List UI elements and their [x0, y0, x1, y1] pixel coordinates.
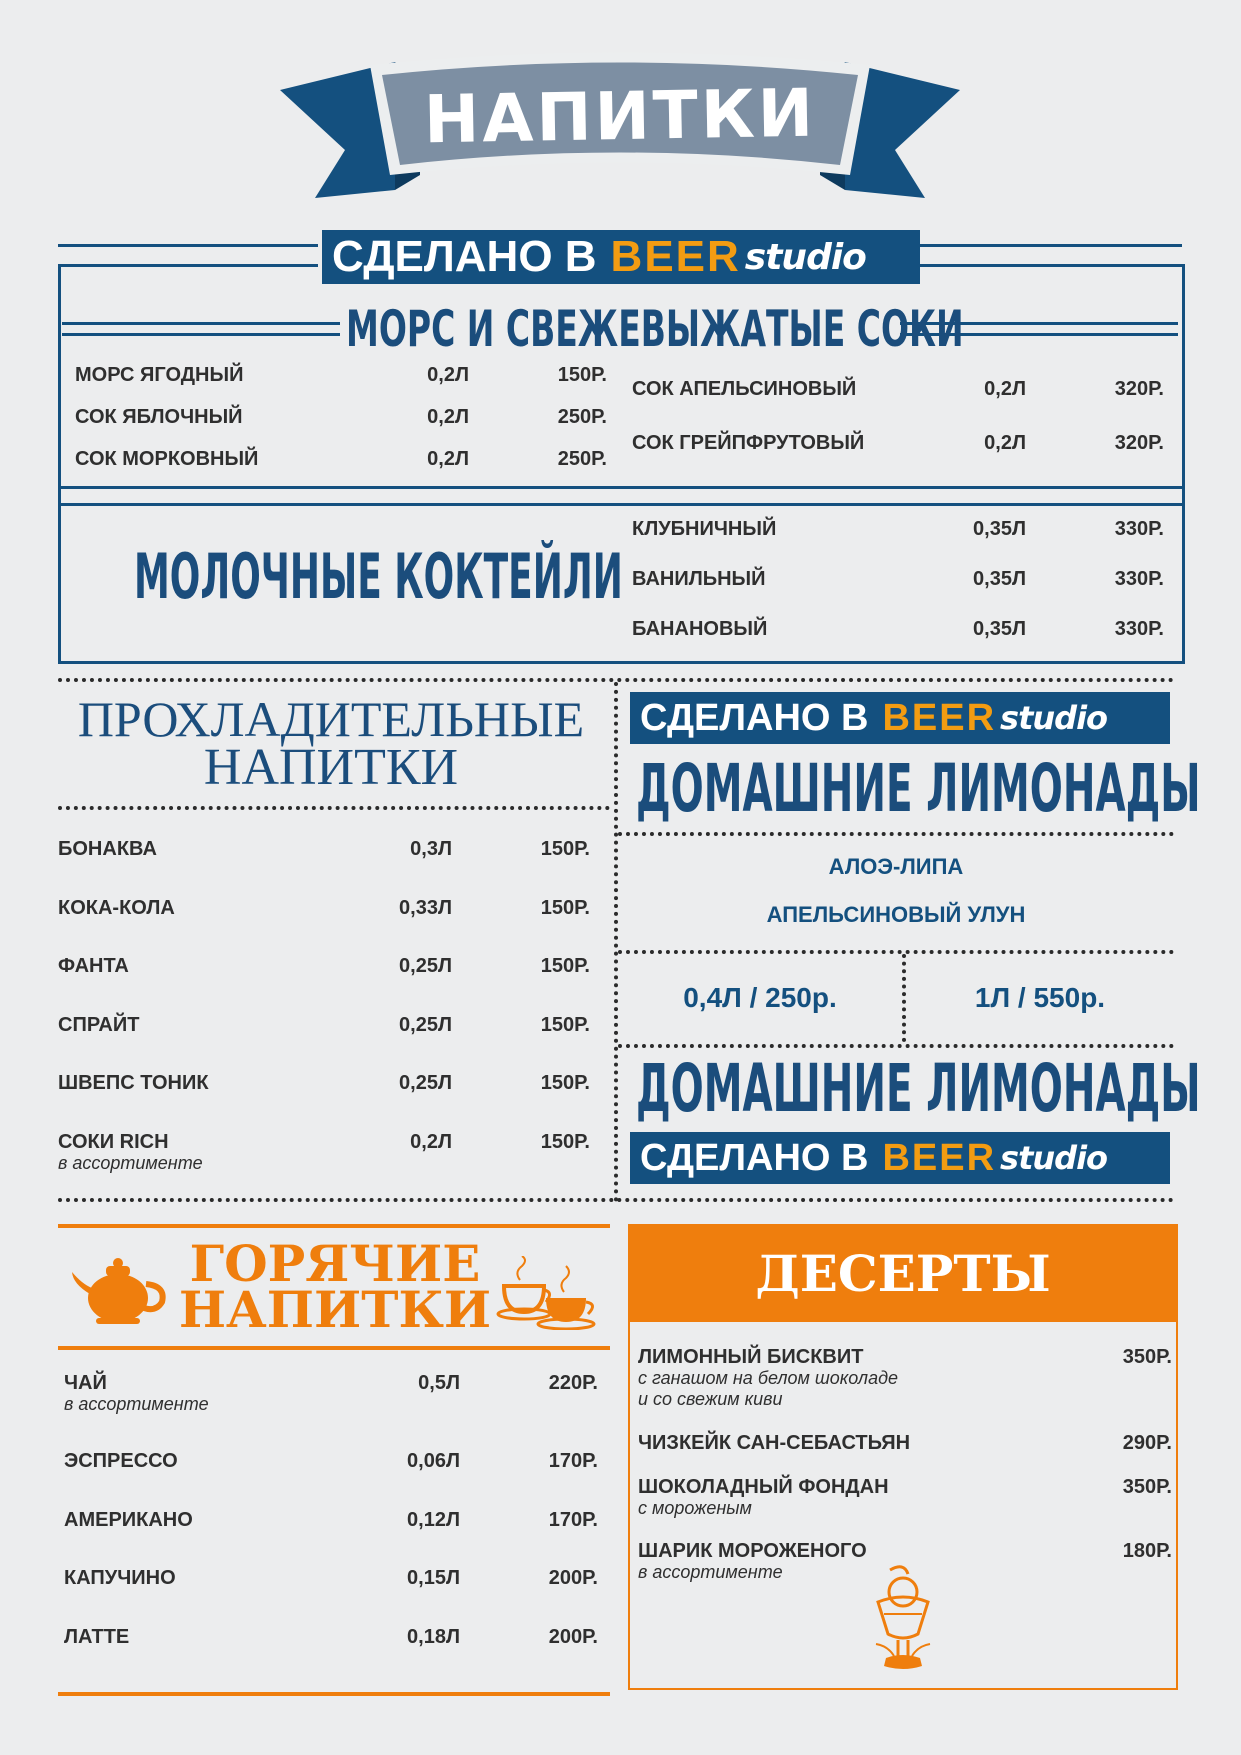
dessert-name: ЧИЗКЕЙК САН-СЕБАСТЬЯН: [638, 1432, 911, 1454]
dessert-note: в ассортименте: [638, 1562, 783, 1582]
item-note: в ассортименте: [58, 1152, 203, 1173]
dotted-line: [618, 950, 1174, 954]
item-name: ФАНТА: [58, 955, 129, 977]
item-name: КАПУЧИНО: [64, 1567, 176, 1589]
item-volume: 0,2Л: [427, 448, 469, 470]
item-name: АМЕРИКАНО: [64, 1508, 193, 1531]
item-name: БАНАНОВЫЙ: [632, 618, 768, 640]
list-item: [64, 1567, 598, 1627]
dessert-price: 290Р.: [1122, 1432, 1172, 1454]
dessert-name: ЛИМОННЫЙ БИСКВИТ: [638, 1346, 864, 1368]
list-item: [632, 378, 1164, 438]
list-item: [64, 1626, 598, 1686]
dessert-note: с мороженым: [638, 1498, 752, 1518]
badge-beer: BEER: [610, 232, 741, 281]
item-price: 170Р.: [548, 1450, 598, 1472]
list-item: [75, 448, 607, 508]
list-item: [58, 897, 590, 957]
hot-mid-line: [58, 1346, 610, 1350]
desserts-heading: ДЕСЕРТЫ: [755, 1244, 1051, 1303]
list-item: [58, 1072, 590, 1132]
hot-heading-1: ГОРЯЧИЕ: [189, 1234, 481, 1293]
dotted-line: [618, 832, 1174, 836]
item-price: 320Р.: [1114, 432, 1164, 454]
hot-heading-2: НАПИТКИ: [178, 1280, 492, 1339]
dessert-name: ШАРИК МОРОЖЕНОГО: [638, 1540, 867, 1562]
dessert-price: 180Р.: [1122, 1540, 1172, 1562]
lemonade-small-price: 0,4Л / 250р.: [683, 982, 837, 1013]
list-item: [632, 432, 1164, 492]
item-volume: 0,2Л: [410, 1130, 452, 1153]
ice-cream-sundae-icon: [868, 1562, 938, 1686]
list-item: [632, 618, 1164, 678]
item-volume: 0,35Л: [973, 618, 1026, 640]
list-item: [64, 1450, 598, 1510]
dotted-line: [58, 806, 610, 810]
item-name: СОКИ RICH: [58, 1130, 169, 1153]
lemonade-flavor-1: АЛОЭ-ЛИПА: [828, 854, 964, 879]
frame-divider-1: [58, 486, 1182, 489]
lemonade-large-price: 1Л / 550р.: [974, 982, 1106, 1013]
badge-studio: studio: [1000, 1139, 1108, 1177]
dessert-price: 350Р.: [1122, 1476, 1172, 1498]
item-price: 330Р.: [1114, 518, 1164, 540]
item-volume: 0,25Л: [399, 1013, 452, 1036]
badge-made-in: СДЕЛАНО В: [332, 232, 597, 281]
made-in-beerstudio-badge-top: [322, 230, 920, 284]
item-price: 150Р.: [540, 1130, 590, 1153]
mors-heading: МОРС И СВЕЖЕВЫЖАТЫЕ СОКИ: [346, 300, 964, 358]
list-item: [58, 838, 590, 898]
dessert-note: и со свежим киви: [638, 1389, 783, 1409]
cold-heading-1: ПРОХЛАДИТЕЛЬНЫЕ: [77, 691, 585, 747]
item-price: 250Р.: [557, 406, 607, 428]
item-volume: 0,2Л: [427, 406, 469, 428]
lemonade-flavor-2: АПЕЛЬСИНОВЫЙ УЛУН: [766, 902, 1026, 927]
dotted-line: [58, 1198, 1174, 1202]
item-volume: 0,12Л: [407, 1508, 460, 1531]
item-volume: 0,35Л: [973, 568, 1026, 590]
item-price: 330Р.: [1114, 568, 1164, 590]
item-name: ЭСПРЕССО: [64, 1450, 178, 1472]
item-name: ВАНИЛЬНЫЙ: [632, 568, 766, 590]
hot-bottom-line: [58, 1692, 610, 1696]
item-price: 170Р.: [548, 1508, 598, 1531]
dessert-item: [638, 1476, 1172, 1546]
item-price: 150Р.: [540, 896, 590, 919]
item-name: ЛАТТЕ: [64, 1625, 130, 1648]
item-volume: 0,25Л: [399, 955, 452, 977]
item-volume: 0,06Л: [407, 1450, 460, 1472]
badge-made-in: СДЕЛАНО В: [640, 1136, 869, 1179]
item-name: МОРС ЯГОДНЫЙ: [75, 364, 244, 386]
cold-heading-2: НАПИТКИ: [203, 739, 459, 796]
item-name: СПРАЙТ: [58, 1013, 140, 1036]
item-name: КЛУБНИЧНЫЙ: [632, 518, 777, 540]
coffee-cups-icon: [494, 1256, 606, 1330]
item-volume: 0,3Л: [410, 838, 452, 860]
dotted-divider: [614, 682, 618, 1202]
hot-top-line: [58, 1224, 610, 1228]
item-price: 200Р.: [548, 1625, 598, 1648]
badge-studio: studio: [1000, 699, 1108, 737]
badge-made-in: СДЕЛАНО В: [640, 696, 869, 739]
item-volume: 0,2Л: [984, 432, 1026, 454]
item-name: КОКА-КОЛА: [58, 896, 175, 919]
dotted-line: [618, 1044, 1174, 1048]
item-price: 150Р.: [557, 364, 607, 386]
item-volume: 0,2Л: [984, 378, 1026, 400]
item-name: СОК ЯБЛОЧНЫЙ: [75, 406, 243, 428]
item-name: БОНАКВА: [58, 838, 157, 860]
frame-divider-2: [58, 503, 1182, 506]
dessert-price: 350Р.: [1122, 1346, 1172, 1368]
lemonade-heading-2: ДОМАШНИЕ ЛИМОНАДЫ: [636, 1050, 1201, 1127]
item-volume: 0,35Л: [973, 518, 1026, 540]
item-name: СОК ГРЕЙПФРУТОВЫЙ: [632, 432, 865, 454]
dessert-name: ШОКОЛАДНЫЙ ФОНДАН: [638, 1476, 889, 1498]
item-price: 150Р.: [540, 838, 590, 860]
dessert-item: [638, 1346, 1172, 1416]
item-name: ШВЕПС ТОНИК: [58, 1072, 209, 1094]
item-volume: 0,15Л: [407, 1567, 460, 1589]
item-price: 150Р.: [540, 1013, 590, 1036]
milk-heading: МОЛОЧНЫЕ КОКТЕЙЛИ: [134, 540, 623, 613]
item-price: 330Р.: [1114, 618, 1164, 640]
item-price: 220Р.: [548, 1372, 598, 1394]
item-volume: 0,33Л: [399, 896, 452, 919]
page-title: НАПИТКИ: [423, 74, 817, 159]
item-volume: 0,18Л: [407, 1625, 460, 1648]
item-name: ЧАЙ: [64, 1372, 107, 1394]
made-in-beerstudio-badge-mid: [630, 692, 1170, 744]
item-price: 200Р.: [548, 1567, 598, 1589]
item-name: СОК МОРКОВНЫЙ: [75, 448, 259, 470]
list-item: [58, 1014, 590, 1074]
item-price: 250Р.: [557, 448, 607, 470]
list-item: [64, 1372, 598, 1432]
item-volume: 0,25Л: [399, 1072, 452, 1094]
badge-studio: studio: [744, 236, 866, 278]
list-item: [58, 955, 590, 1015]
badge-beer: BEER: [882, 1136, 997, 1179]
item-volume: 0,2Л: [427, 364, 469, 386]
lemonade-heading: ДОМАШНИЕ ЛИМОНАДЫ: [636, 750, 1201, 827]
list-item: [64, 1509, 598, 1569]
made-in-beerstudio-badge-bottom: [630, 1132, 1170, 1184]
item-price: 150Р.: [540, 955, 590, 977]
badge-beer: BEER: [882, 696, 997, 739]
item-volume: 0,5Л: [418, 1372, 460, 1394]
item-price: 150Р.: [540, 1072, 590, 1094]
list-item: [58, 1131, 590, 1191]
item-price: 320Р.: [1114, 378, 1164, 400]
item-note: в ассортименте: [64, 1394, 209, 1414]
dessert-note: с ганашом на белом шоколаде: [638, 1368, 899, 1388]
item-name: СОК АПЕЛЬСИНОВЫЙ: [632, 378, 857, 400]
